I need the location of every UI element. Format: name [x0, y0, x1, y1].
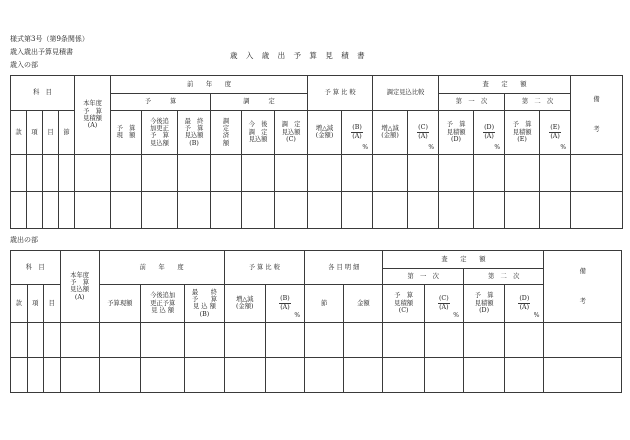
rev-kamoku-header: 科 目 [11, 76, 75, 111]
exp-satei-header: 査 定 額 [383, 251, 544, 269]
expenditure-section-label: 歳出の部 [10, 236, 38, 244]
rev-second-header: 第 二 次 [505, 94, 571, 111]
revenue-table [10, 75, 623, 229]
rev-yosan-gaku-header: 予 算 現 額 [111, 111, 142, 155]
exp-mitsumori-c-header: 予 算 見積額 (C) [383, 285, 424, 323]
exp-yosan-gaku-header: 予算現額 [99, 285, 140, 323]
rev-mitsumori-d-header: 予 算 見積額 (D) [439, 111, 474, 155]
exp-setsu-header: 節 [305, 285, 344, 323]
exp-first-header: 第 一 次 [383, 269, 463, 285]
rev-zogen-header: 増△減 (金額) [308, 111, 342, 155]
rev-biko-header: 備 考 [571, 76, 623, 155]
rev-current-estimate-header: 本年度 予 算 見積額 (A) [75, 76, 111, 155]
rev-moku-header: 目 [43, 111, 59, 155]
rev-chotei-compare-header: 調定見込比較 [373, 76, 439, 111]
exp-ratio-ca-header: $\frac{(C)}{(A)}$ % [424, 285, 463, 323]
exp-entry-row [11, 358, 622, 393]
rev-kan-header: 款 [11, 111, 27, 155]
exp-mitsumori-d-header: 予 算 見積額 (D) [463, 285, 504, 323]
rev-setsu-header: 節 [59, 111, 75, 155]
form-number: 様式第3号（第9条関係） [10, 35, 89, 43]
rev-entry-row [11, 192, 623, 229]
exp-biko-header: 備 考 [544, 251, 622, 323]
rev-saishu-header: 最 終 予 算 見込額 (B) [178, 111, 211, 155]
exp-saishu-header: 最 終 予 算 見 込 額 (B) [185, 285, 224, 323]
rev-chotei-mikomi-header: 調 定 見込額 (C) [275, 111, 308, 155]
exp-moku-header: 目 [44, 285, 61, 323]
exp-kan-header: 款 [11, 285, 28, 323]
exp-ratio-da-header: $\frac{(D)}{(A)}$ % [505, 285, 544, 323]
rev-ratio-ea-header: $\frac{(E)}{(A)}$ % [540, 111, 571, 155]
rev-chotei-header: 調 定 [211, 94, 308, 111]
rev-satei-header: 査 定 額 [439, 76, 571, 94]
document-name: 歳入歳出予算見積書 [10, 48, 73, 56]
document-title: 歳 入 歳 出 予 算 見 積 書 [230, 51, 368, 60]
exp-kakumoku-header: 各 目 明 細 [305, 251, 383, 285]
rev-mitsumori-e-header: 予 算 見積額 (E) [505, 111, 540, 155]
rev-kongo-chotei-header: 今 後 調 定 見込額 [242, 111, 275, 155]
expenditure-table [10, 250, 622, 393]
exp-budget-compare-header: 予 算 比 較 [224, 251, 304, 285]
rev-ratio-da-header: $\frac{(D)}{(A)}$ % [474, 111, 505, 155]
rev-yosan-header: 予 算 [111, 94, 211, 111]
exp-ratio-ba-header: $\frac{(B)}{(A)}$ % [265, 285, 304, 323]
revenue-section-label: 歳入の部 [10, 61, 38, 69]
exp-kamoku-header: 科 目 [11, 251, 61, 285]
rev-ratio-ca-header: $\frac{(C)}{(A)}$ % [408, 111, 439, 155]
exp-current-estimate-header: 本年度 予 算 見込額 (A) [60, 251, 99, 323]
exp-entry-row [11, 323, 622, 358]
rev-first-header: 第 一 次 [439, 94, 505, 111]
rev-kongo-header: 今後追 加更正 予 算 見込額 [142, 111, 178, 155]
rev-entry-row [11, 155, 623, 192]
exp-zogen-header: 増△減 (金額) [224, 285, 265, 323]
rev-budget-compare-header: 予 算 比 較 [308, 76, 373, 111]
rev-kou-header: 項 [27, 111, 43, 155]
exp-kou-header: 項 [27, 285, 44, 323]
exp-kongo-header: 今後追加 更正予算 見 込 額 [140, 285, 184, 323]
exp-kingaku-header: 金額 [344, 285, 383, 323]
rev-chotei-zogen-header: 増△減 (金額) [373, 111, 408, 155]
rev-ratio-ba-header: $\frac{(B)}{(A)}$ % [342, 111, 373, 155]
rev-chotei-zumi-header: 調 定 済 額 [211, 111, 242, 155]
rev-prev-year-header: 前 年 度 [111, 76, 308, 94]
exp-prev-year-header: 前 年 度 [99, 251, 224, 285]
exp-second-header: 第 二 次 [463, 269, 543, 285]
